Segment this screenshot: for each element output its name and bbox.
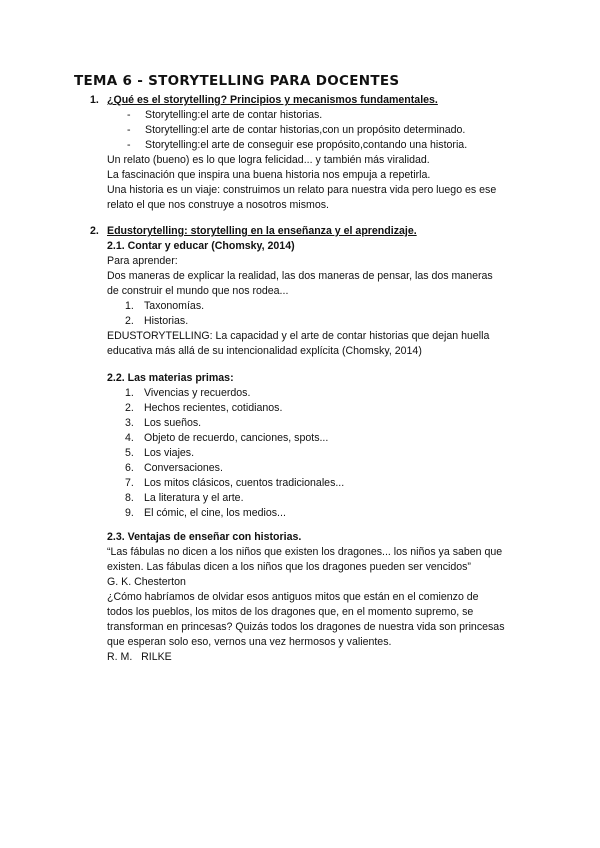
subsection-title: 2.2. Las materias primas: xyxy=(107,372,234,384)
quote-line: existen. Las fábulas dicen a los niños que los dragones pueden ser vencidos” xyxy=(107,561,471,573)
paragraph: Un relato (bueno) es lo que logra felicidad... y también más viralidad. xyxy=(107,154,430,166)
list-item: 1. Taxonomías. xyxy=(125,300,205,312)
numbered-list xyxy=(107,386,527,521)
paragraph-line: relato el que nos construye a nosotros mismos. xyxy=(107,199,329,211)
quote-line: todos los pueblos, los mitos de los dragones que, en el momento supremo, se xyxy=(107,606,474,618)
quote-author: R. M. RILKE xyxy=(107,651,172,663)
section-2-title: Edustorytelling: storytelling en la enseñanza y el aprendizaje. xyxy=(107,225,417,237)
list-item: 3. Los sueños. xyxy=(125,417,202,429)
numbered-list xyxy=(107,299,527,329)
bullet-marker: - xyxy=(127,109,131,121)
bullet-marker: - xyxy=(127,124,131,136)
list-item: 2. Historias. xyxy=(125,315,189,327)
list-item: 8. La literatura y el arte. xyxy=(125,492,244,504)
section-2-number: 2. xyxy=(90,225,99,237)
list-item: 7. Los mitos clásicos, cuentos tradicionales... xyxy=(125,477,345,489)
list-item: - Storytelling:el arte de contar historias. xyxy=(127,109,323,121)
section-1-title: ¿Qué es el storytelling? Principios y mecanismos fundamentales. xyxy=(107,94,438,106)
quote-line: ¿Cómo habríamos de olvidar esos antiguos mitos que están en el comienzo de xyxy=(107,591,479,603)
definition-line: EDUSTORYTELLING: La capacidad y el arte de contar historias que dejan huella xyxy=(107,330,490,342)
section-1-number: 1. xyxy=(90,94,99,106)
section-1-heading xyxy=(90,93,438,108)
list-item: 6. Conversaciones. xyxy=(125,462,223,474)
quote-line: que esperan solo eso, vernos una vez hermosos y valientes. xyxy=(107,636,392,648)
list-item: 9. El cómic, el cine, los medios... xyxy=(125,507,286,519)
list-item: 1. Vivencias y recuerdos. xyxy=(125,387,251,399)
bullet-marker: - xyxy=(127,139,131,151)
paragraph-line: Dos maneras de explicar la realidad, las dos maneras de pensar, las dos maneras xyxy=(107,270,493,282)
definition-line: educativa más allá de su intencionalidad explícita (Chomsky, 2014) xyxy=(107,345,422,357)
list-item: - Storytelling:el arte de conseguir ese propósito,contando una historia. xyxy=(127,139,468,151)
subsection-2-1 xyxy=(107,239,527,359)
list-item: 2. Hechos recientes, cotidianos. xyxy=(125,402,283,414)
list-item: 5. Los viajes. xyxy=(125,447,195,459)
paragraph-line: de construir el mundo que nos rodea... xyxy=(107,285,289,297)
subsection-2-2 xyxy=(107,371,527,521)
quote-line: transforman en princesas? Quizás todos los dragones de nuestra vida son princesas xyxy=(107,621,505,633)
document-title: TEMA 6 - STORYTELLING PARA DOCENTES xyxy=(74,73,400,89)
storytelling-definitions-list xyxy=(107,108,527,153)
subsection-title: 2.3. Ventajas de enseñar con historias. xyxy=(107,531,302,543)
list-item: 4. Objeto de recuerdo, canciones, spots... xyxy=(125,432,329,444)
quote-author: G. K. Chesterton xyxy=(107,576,186,588)
paragraph-line: Una historia es un viaje: construimos un relato para nuestra vida pero luego es ese xyxy=(107,184,497,196)
quote-line: “Las fábulas no dicen a los niños que existen los dragones... los niños ya saben que xyxy=(107,546,503,558)
list-item: - Storytelling:el arte de contar historias,con un propósito determinado. xyxy=(127,124,466,136)
paragraph: La fascinación que inspira una buena historia nos empuja a repetirla. xyxy=(107,169,431,181)
section-2-heading xyxy=(90,224,417,239)
subsection-2-3 xyxy=(107,530,527,665)
section-1-body xyxy=(107,108,527,213)
paragraph: Para aprender: xyxy=(107,255,178,267)
subsection-title: 2.1. Contar y educar (Chomsky, 2014) xyxy=(107,240,295,252)
